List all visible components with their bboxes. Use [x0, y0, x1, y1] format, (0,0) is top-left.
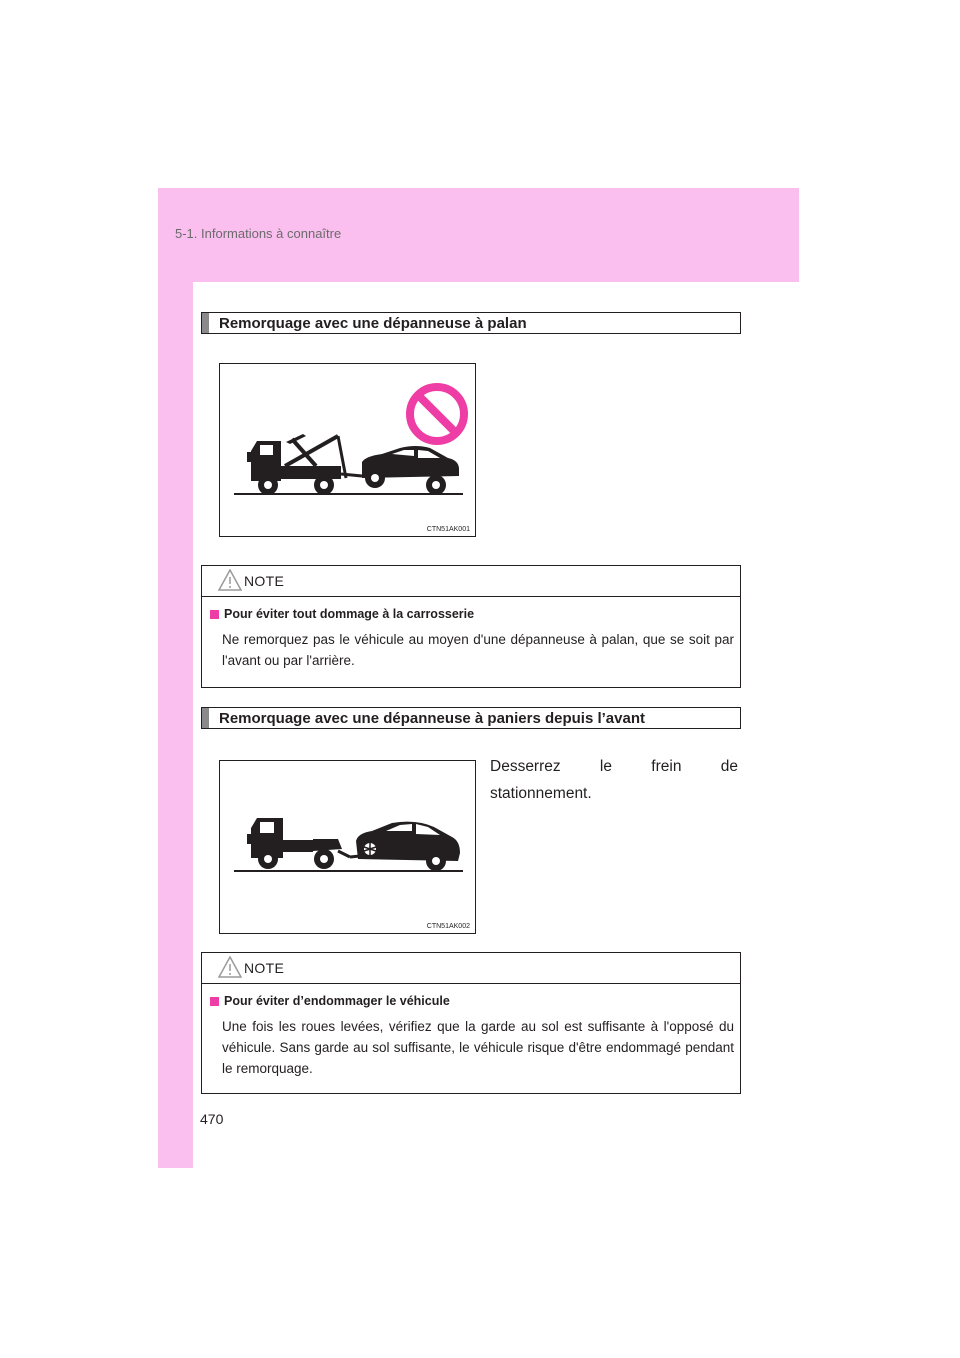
note-header [202, 566, 740, 597]
warning-triangle-icon [218, 569, 242, 591]
instruction-text: Desserrez le frein de stationnement. [490, 758, 738, 802]
warning-triangle-icon [218, 956, 242, 978]
bullet-square-icon [210, 610, 219, 619]
note-label: NOTE [244, 573, 285, 589]
heading-bar [202, 708, 209, 728]
wheel-lift-tow-illustration [220, 761, 477, 935]
heading-text: Remorquage avec une dépanneuse à palan [219, 314, 527, 332]
note-header [202, 953, 740, 984]
page-number: 470 [200, 1111, 224, 1127]
heading-bar [202, 313, 209, 333]
note-text: Ne remorquez pas le véhicule au moyen d'une dépanneuse à palan, que se soit par l'avant ou par l'arrière. [222, 632, 734, 668]
tow-truck-prohibited-illustration [220, 364, 477, 538]
note-box-carrosserie [201, 565, 741, 688]
car-icon [356, 822, 460, 871]
heading-text: Remorquage avec une dépanneuse à paniers depuis l’avant [219, 709, 645, 727]
note-label: NOTE [244, 960, 285, 976]
figure-panier-tow [219, 760, 476, 934]
section-heading-palan [201, 312, 741, 334]
note-subheading-text: Pour éviter d’endommager le véhicule [224, 994, 450, 1008]
note-text: Une fois les roues levées, vérifiez que la garde au sol est suffisante à l'opposé du véhicule. Sans garde au sol suffisante, le véhicule risque d'être endommagé pendant le remorquage. [222, 1019, 734, 1076]
note-box-vehicule [201, 952, 741, 1094]
tow-truck-icon [247, 818, 370, 869]
note-subheading-text: Pour éviter tout dommage à la carrosserie [224, 607, 475, 621]
figure-palan-tow [219, 363, 476, 537]
figure-code: CTN51AK002 [426, 923, 470, 930]
tow-truck-icon [247, 434, 362, 495]
note-subheading [210, 607, 734, 621]
section-heading-paniers [201, 707, 741, 729]
car-icon [362, 446, 459, 495]
bullet-square-icon [210, 997, 219, 1006]
note-subheading [210, 994, 734, 1008]
prohibition-icon [410, 387, 464, 441]
figure-code: CTN51AK001 [426, 526, 470, 533]
section-label: 5-1. Informations à connaître [175, 226, 342, 241]
note-body [202, 984, 740, 1089]
note-body [202, 597, 740, 681]
side-strip [158, 282, 193, 1168]
